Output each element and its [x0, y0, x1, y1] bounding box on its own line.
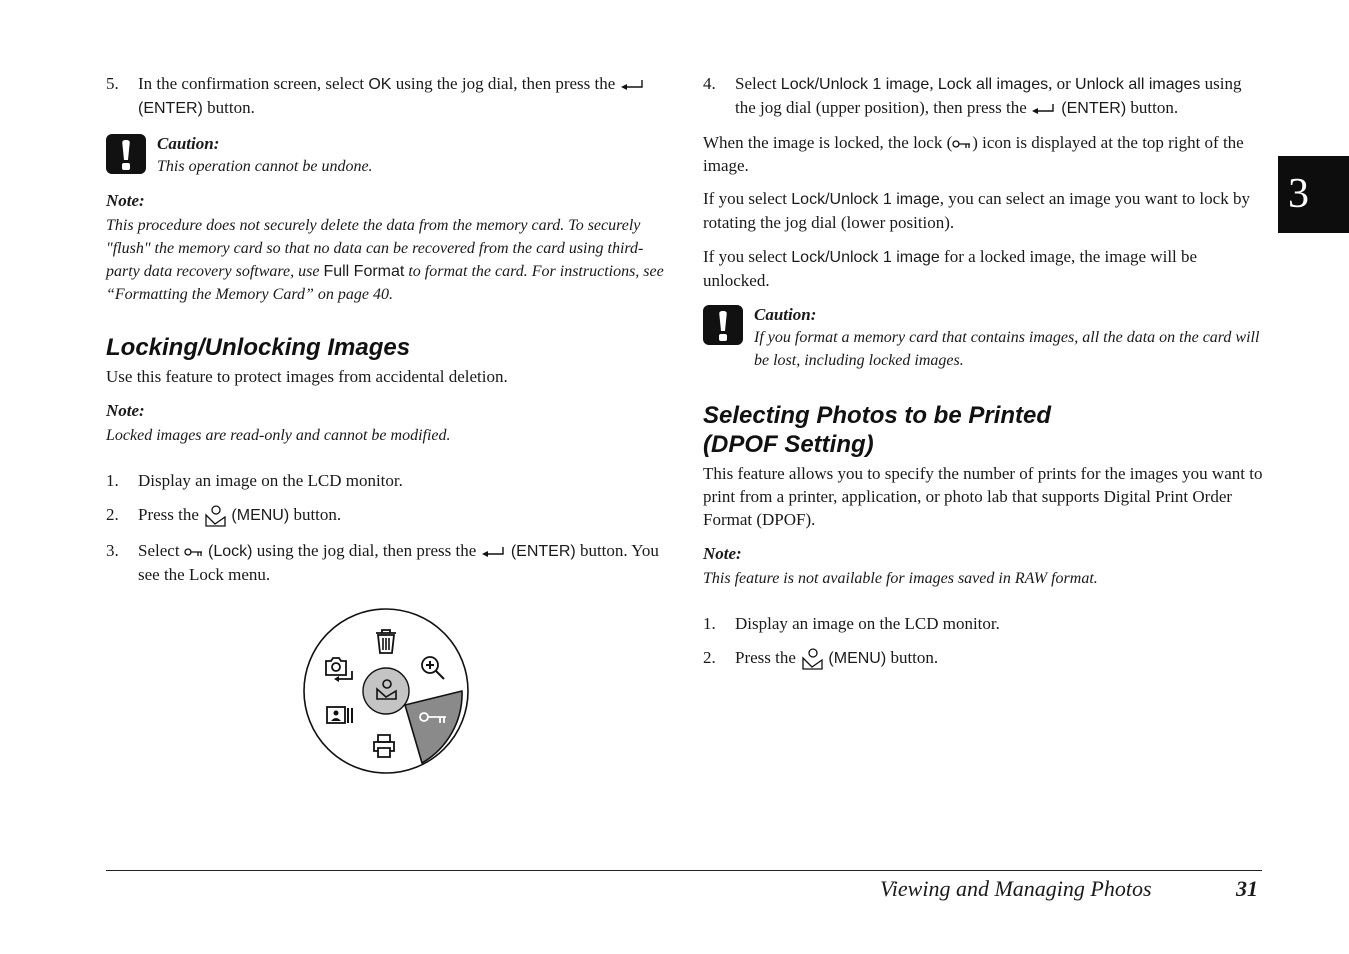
section-intro: This feature allows you to specify the number of prints for the images you want to print from a printer, application, or photo lab that supports Digital Print Order Format (DPOF).	[703, 464, 1263, 529]
footer-section-title: Viewing and Managing Photos	[880, 876, 1152, 901]
step-number: 5.	[106, 74, 119, 93]
lock-label: (Lock)	[208, 543, 253, 561]
enter-label: (ENTER)	[1061, 100, 1127, 117]
note-text: This procedure does not securely delete the data from the memory card. To securely "flush" the memory card so that no data can be recovered from the card using third-party data recovery software, use Full Format to format the card. For instructions, see “Formatting the Memory Card” on page 40.	[106, 217, 664, 303]
step-number: 2.	[106, 505, 119, 524]
enter-return-icon	[481, 546, 507, 558]
dial-center-button	[363, 668, 409, 714]
enter-label: (ENTER)	[510, 543, 576, 561]
note-text: This feature is not available for images saved in RAW format.	[703, 570, 1098, 587]
caution-heading: Caution:	[754, 305, 817, 324]
trash-icon	[376, 630, 396, 653]
caution-text: This operation cannot be undone.	[157, 158, 373, 175]
section-heading-dpof: Selecting Photos to be Printed (DPOF Setting)	[703, 402, 1052, 458]
step-2: 2. Press the (MENU) button.	[703, 646, 1263, 671]
chapter-tab: 3	[1278, 156, 1349, 233]
right-column	[703, 72, 1263, 671]
step-number: 1.	[703, 614, 716, 633]
ok-option: OK	[368, 76, 392, 93]
option-lock-unlock-1: Lock/Unlock 1 image	[791, 249, 940, 266]
caution-exclamation-icon	[703, 305, 743, 345]
enter-return-icon	[620, 79, 646, 91]
option-unlock-all: Unlock all images	[1075, 76, 1201, 93]
lock-icon-paragraph: When the image is locked, the lock ( ) icon is displayed at the top right of the image.	[703, 133, 1244, 175]
key-lock-icon	[184, 547, 204, 557]
footer-rule	[106, 870, 1262, 871]
caution-box	[106, 132, 666, 178]
full-format-option: Full Format	[323, 263, 405, 280]
menu-person-icon	[800, 647, 824, 671]
select-paragraph: If you select Lock/Unlock 1 image, you can select an image you want to lock by rotating the jog dial (lower position).	[703, 189, 1250, 232]
unlock-paragraph: If you select Lock/Unlock 1 image for a locked image, the image will be unlocked.	[703, 247, 1198, 290]
note-heading: Note:	[703, 544, 742, 563]
option-lock-unlock-1: Lock/Unlock 1 image	[780, 76, 930, 93]
caution-text: If you format a memory card that contains images, all the data on the card will be lost, including locked images.	[754, 329, 1260, 369]
option-lock-all: Lock all images	[937, 76, 1049, 93]
left-column	[106, 72, 666, 586]
note-heading: Note:	[106, 401, 145, 420]
step-number: 1.	[106, 471, 119, 490]
section-heading-locking: Locking/Unlocking Images	[106, 334, 411, 361]
step-5: 5. In the confirmation screen, select OK using the jog dial, then press the (ENTER) button.	[106, 72, 666, 120]
caution-exclamation-icon	[106, 134, 146, 174]
key-lock-icon	[952, 139, 972, 149]
step-1: 1. Display an image on the LCD monitor.	[703, 614, 1000, 633]
lock-menu-dial	[300, 605, 472, 777]
caution-heading: Caution:	[157, 134, 220, 153]
page-number: 31	[1236, 876, 1258, 901]
step-4: 4. Select Lock/Unlock 1 image, Lock all images, or Unlock all images using the jog dial (upper position), then press the (ENTER) button.	[703, 72, 1263, 120]
menu-label: (MENU)	[231, 507, 290, 524]
option-lock-unlock-1: Lock/Unlock 1 image	[791, 191, 940, 208]
step-number: 3.	[106, 541, 119, 561]
caution-box	[703, 303, 1263, 372]
step-number: 4.	[703, 74, 716, 93]
step-number: 2.	[703, 648, 716, 667]
section-intro: Use this feature to protect images from accidental deletion.	[106, 367, 508, 386]
step-1: 1. Display an image on the LCD monitor.	[106, 471, 403, 490]
step-2: 2. Press the (MENU) button.	[106, 503, 666, 528]
menu-label: (MENU)	[828, 650, 887, 667]
enter-label: (ENTER)	[138, 100, 203, 117]
note-heading: Note:	[106, 191, 145, 210]
enter-return-icon	[1031, 103, 1057, 115]
note-text: Locked images are read-only and cannot be modified.	[106, 427, 451, 444]
step-3: 3. Select (Lock) using the jog dial, then press the (ENTER) button. You see the Lock menu.	[106, 541, 659, 585]
menu-person-icon	[203, 504, 227, 528]
